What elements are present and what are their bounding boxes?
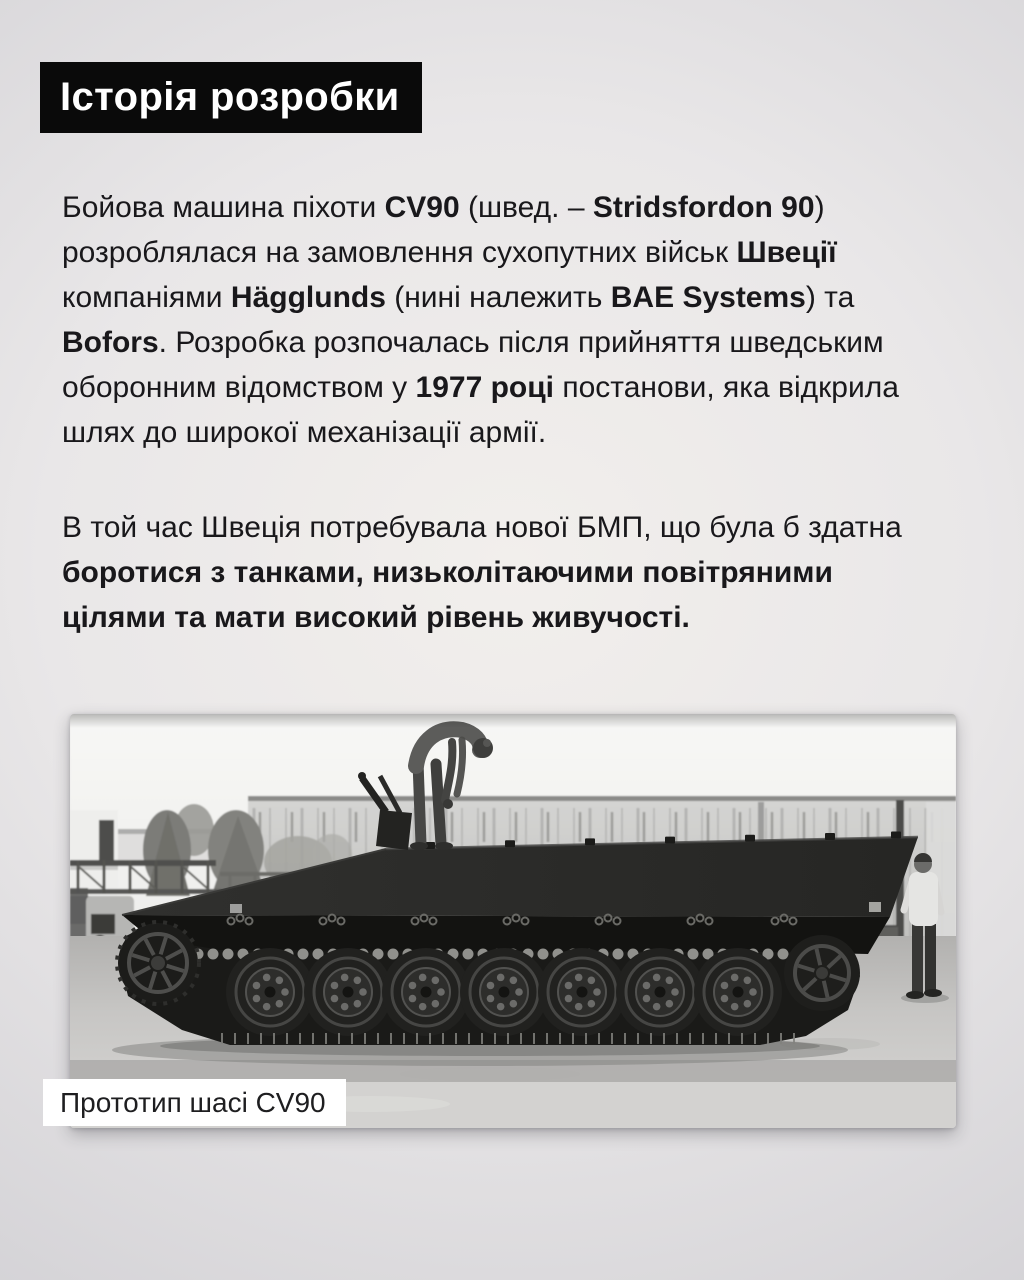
paragraph <box>62 505 1024 640</box>
text-line: оборонним відомством у 1977 році постанови, яка відкрила <box>62 371 899 404</box>
article-text <box>62 185 1024 640</box>
rear-idler <box>784 935 860 1011</box>
text-line: шлях до широкої механізації армії. <box>62 416 547 449</box>
road-wheel <box>460 948 548 1036</box>
text-line: боротися з танками, низьколітаючими повітряними <box>62 556 833 589</box>
paragraph <box>62 185 1024 455</box>
text-line: В той час Швеція потребувала нової БМП, що була б здатна <box>62 511 902 544</box>
text-line: компаніями Hägglunds (нині належить BAE Systems) та <box>62 281 855 314</box>
text-line: Bofors. Розробка розпочалась після прийняття шведським <box>62 326 884 359</box>
road-wheel <box>382 948 470 1036</box>
road-wheel <box>694 948 782 1036</box>
text-line: Бойова машина піхоти CV90 (швед. – Stridsfordon 90) <box>62 191 825 224</box>
photo-figure <box>60 714 956 1128</box>
cv90-prototype-photo <box>70 714 956 1128</box>
text-line: цілями та мати високий рівень живучості. <box>62 601 690 634</box>
road-wheel <box>304 948 392 1036</box>
road-wheel <box>616 948 704 1036</box>
photo-caption: Прототип шасі CV90 <box>43 1079 346 1126</box>
text-line: розроблялася на замовлення сухопутних військ Швеції <box>62 236 837 269</box>
road-wheel <box>226 948 314 1036</box>
page-title: Історія розробки <box>40 62 422 133</box>
road-wheel <box>538 948 626 1036</box>
